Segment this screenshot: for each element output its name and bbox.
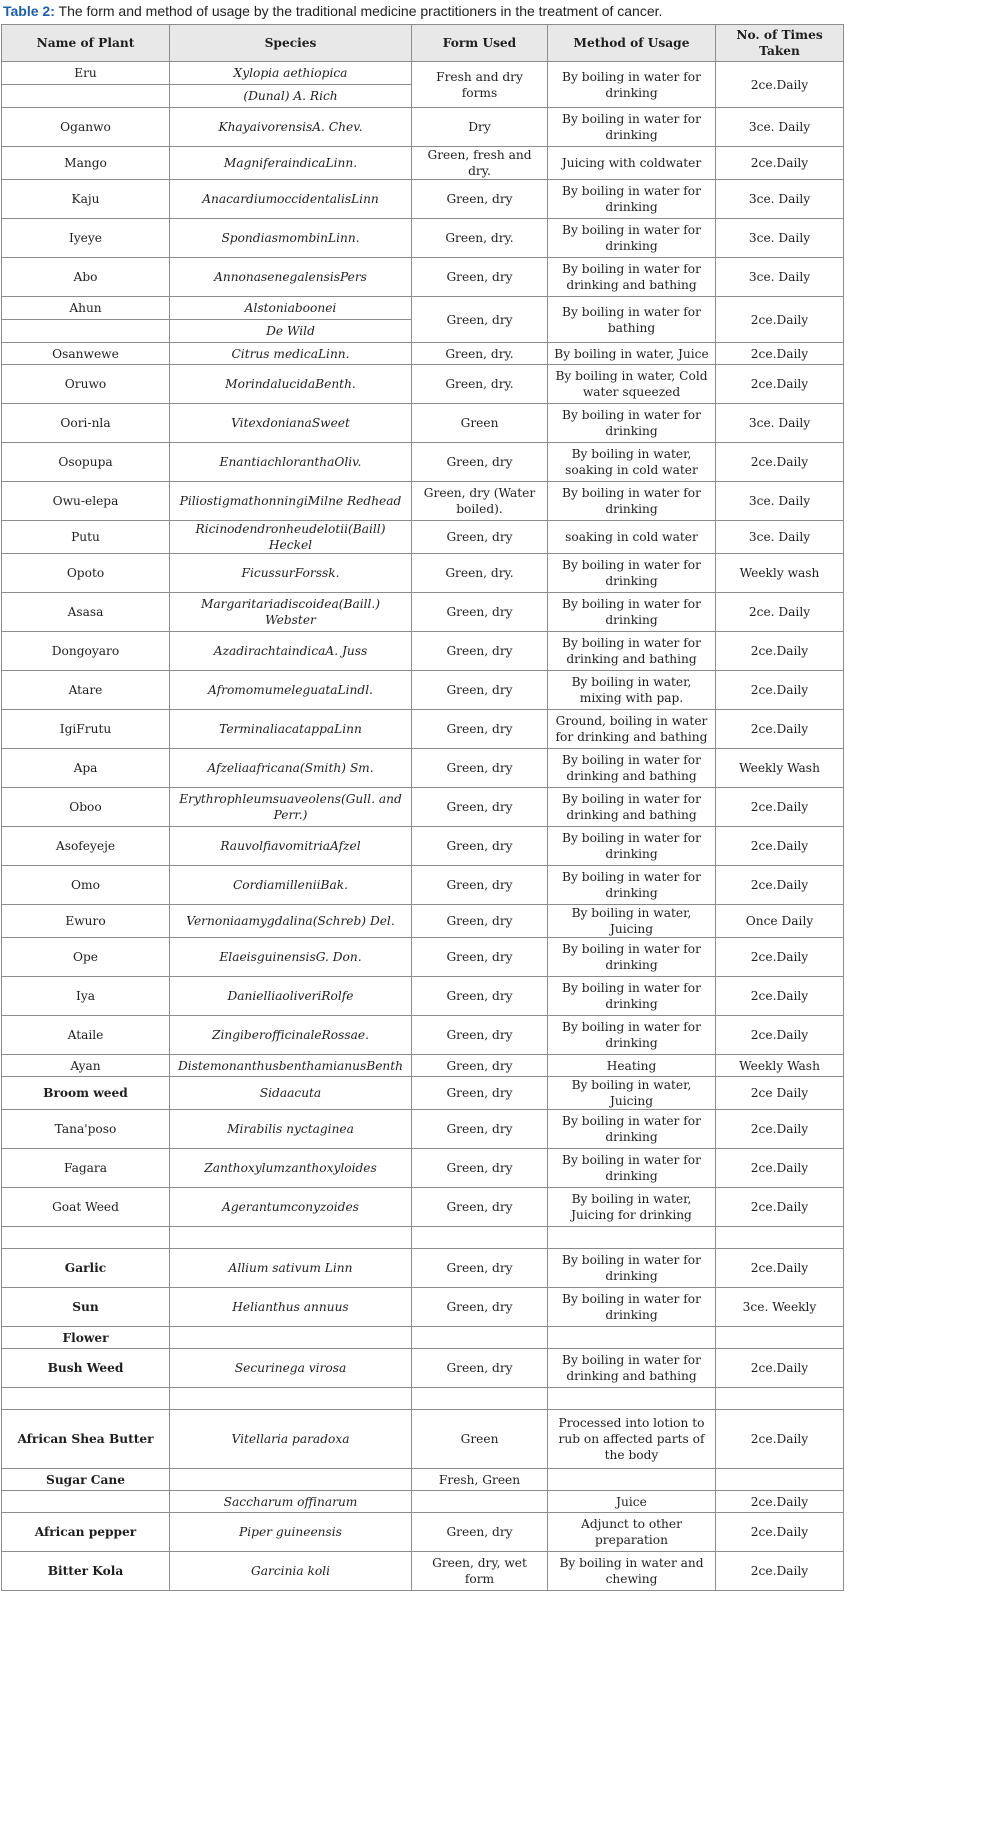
cell-times: 2ce.Daily — [716, 632, 844, 671]
cell-times: 3ce. Daily — [716, 521, 844, 554]
cell-times: 2ce.Daily — [716, 147, 844, 180]
cell-method: By boiling in water for drinking — [548, 404, 716, 443]
cell-form: Green, dry — [412, 1188, 548, 1227]
cell-species: KhayaivorensisA. Chev. — [170, 108, 412, 147]
cell-form: Green, dry — [412, 258, 548, 297]
table-row — [2, 1410, 844, 1469]
cell-form: Green, dry — [412, 866, 548, 905]
cell-plant: Opoto — [2, 554, 170, 593]
cell-plant: Abo — [2, 258, 170, 297]
cell-times: 2ce.Daily — [716, 671, 844, 710]
cell-plant: Ewuro — [2, 905, 170, 938]
cell-method: Ground, boiling in water for drinking and bathing — [548, 710, 716, 749]
cell-times: 2ce.Daily — [716, 1410, 844, 1469]
table-row — [2, 710, 844, 749]
cell-plant — [2, 320, 170, 343]
cell-species: DanielliaoliveriRolfe — [170, 977, 412, 1016]
cell-species: AzadirachtaindicaA. Juss — [170, 632, 412, 671]
cell-method: Juice — [548, 1491, 716, 1513]
cell-species: AnacardiumoccidentalisLinn — [170, 180, 412, 219]
cell-plant: Oruwo — [2, 365, 170, 404]
cell-times: 2ce.Daily — [716, 1016, 844, 1055]
cell-form: Green, dry — [412, 632, 548, 671]
cell-species: ZingiberofficinaleRossae. — [170, 1016, 412, 1055]
cell-plant: Tana'poso — [2, 1110, 170, 1149]
cell-species: Xylopia aethiopica — [170, 62, 412, 85]
cell-plant: Kaju — [2, 180, 170, 219]
cell-method: By boiling in water for bathing — [548, 297, 716, 343]
cell-times: 2ce.Daily — [716, 938, 844, 977]
cell-species: Afzeliaafricana(Smith) Sm. — [170, 749, 412, 788]
cell-form: Green, dry — [412, 1249, 548, 1288]
cell-method: By boiling in water, Juicing — [548, 1077, 716, 1110]
cell-species: Sidaacuta — [170, 1077, 412, 1110]
cell-method: By boiling in water for drinking — [548, 1110, 716, 1149]
cell-plant: Apa — [2, 749, 170, 788]
cell-times: 2ce.Daily — [716, 866, 844, 905]
cell-times: 2ce. Daily — [716, 593, 844, 632]
cell-times — [716, 1327, 844, 1349]
cell-plant: Bitter Kola — [2, 1552, 170, 1591]
cell-form: Green, dry — [412, 938, 548, 977]
cell-times: Weekly Wash — [716, 749, 844, 788]
cell-plant: African Shea Butter — [2, 1410, 170, 1469]
cell-times: 2ce.Daily — [716, 788, 844, 827]
cell-method: By boiling in water, mixing with pap. — [548, 671, 716, 710]
cell-species: PiliostigmathonningiMilne Redhead — [170, 482, 412, 521]
cell-species — [170, 1469, 412, 1491]
cell-method: By boiling in water, Cold water squeezed — [548, 365, 716, 404]
cell-method: By boiling in water for drinking — [548, 827, 716, 866]
table-row — [2, 671, 844, 710]
cell-form: Green, dry — [412, 749, 548, 788]
table-row — [2, 219, 844, 258]
cell-times: 3ce. Daily — [716, 180, 844, 219]
cell-plant — [2, 1388, 170, 1410]
cell-plant: Mango — [2, 147, 170, 180]
table-row — [2, 258, 844, 297]
table-row — [2, 827, 844, 866]
cell-times: 2ce.Daily — [716, 343, 844, 365]
cell-species: FicussurForssk. — [170, 554, 412, 593]
table-row — [2, 404, 844, 443]
cell-species: (Dunal) A. Rich — [170, 85, 412, 108]
cell-times: Weekly Wash — [716, 1055, 844, 1077]
table-row — [2, 1469, 844, 1491]
cell-form: Green, dry — [412, 710, 548, 749]
table-row — [2, 1349, 844, 1388]
cell-times: 3ce. Daily — [716, 258, 844, 297]
cell-method: By boiling in water for drinking — [548, 482, 716, 521]
cell-form — [412, 1388, 548, 1410]
cell-species: Alstoniaboonei — [170, 297, 412, 320]
cell-times: Once Daily — [716, 905, 844, 938]
cell-species: MagniferaindicaLinn. — [170, 147, 412, 180]
cell-times: 2ce.Daily — [716, 710, 844, 749]
cell-form: Green, dry. — [412, 365, 548, 404]
table-row — [2, 1513, 844, 1552]
table-row — [2, 108, 844, 147]
cell-plant: Garlic — [2, 1249, 170, 1288]
cell-plant: Broom weed — [2, 1077, 170, 1110]
cell-plant: Flower — [2, 1327, 170, 1349]
cell-plant: Ataile — [2, 1016, 170, 1055]
cell-form: Green, dry — [412, 1077, 548, 1110]
cell-method: By boiling in water for drinking — [548, 219, 716, 258]
cell-times: 2ce.Daily — [716, 1249, 844, 1288]
cell-plant: Iyeye — [2, 219, 170, 258]
cell-plant: Oganwo — [2, 108, 170, 147]
cell-form: Green, dry — [412, 443, 548, 482]
cell-plant: Owu-elepa — [2, 482, 170, 521]
cell-method: Heating — [548, 1055, 716, 1077]
table-row — [2, 1249, 844, 1288]
cell-method: By boiling in water for drinking — [548, 108, 716, 147]
cell-plant: Bush Weed — [2, 1349, 170, 1388]
cell-times — [716, 1388, 844, 1410]
table-row — [2, 1077, 844, 1110]
cell-species: CordiamilleniiBak. — [170, 866, 412, 905]
cell-species: Allium sativum Linn — [170, 1249, 412, 1288]
cell-method: By boiling in water for drinking and bathing — [548, 788, 716, 827]
cell-species: DistemonanthusbenthamianusBenth — [170, 1055, 412, 1077]
cell-times: 2ce.Daily — [716, 1188, 844, 1227]
cell-method: By boiling in water for drinking — [548, 1288, 716, 1327]
cell-plant: Omo — [2, 866, 170, 905]
cell-plant: IgiFrutu — [2, 710, 170, 749]
cell-plant: Osanwewe — [2, 343, 170, 365]
header-name-of-plant: Name of Plant — [2, 25, 170, 62]
cell-species: Vitellaria paradoxa — [170, 1410, 412, 1469]
cell-form — [412, 1327, 548, 1349]
cell-times — [716, 1469, 844, 1491]
table-row — [2, 521, 844, 554]
cell-form — [412, 1491, 548, 1513]
cell-species — [170, 1327, 412, 1349]
cell-plant — [2, 85, 170, 108]
cell-plant: Atare — [2, 671, 170, 710]
cell-plant: Fagara — [2, 1149, 170, 1188]
cell-species: Helianthus annuus — [170, 1288, 412, 1327]
cell-form: Green, dry — [412, 1349, 548, 1388]
cell-times: 2ce.Daily — [716, 443, 844, 482]
cell-form: Green, dry — [412, 1110, 548, 1149]
cell-method — [548, 1388, 716, 1410]
cell-method: By boiling in water for drinking and bathing — [548, 258, 716, 297]
cell-species: Mirabilis nyctaginea — [170, 1110, 412, 1149]
header-species: Species — [170, 25, 412, 62]
table-row — [2, 482, 844, 521]
cell-species: Vernoniaamygdalina(Schreb) Del. — [170, 905, 412, 938]
cell-form: Green, dry — [412, 1288, 548, 1327]
cell-plant: Oboo — [2, 788, 170, 827]
table-row — [2, 905, 844, 938]
cell-method: By boiling in water for drinking and bathing — [548, 1349, 716, 1388]
cell-method: By boiling in water for drinking and bathing — [548, 632, 716, 671]
cell-method: By boiling in water for drinking — [548, 593, 716, 632]
cell-plant: Ayan — [2, 1055, 170, 1077]
cell-form: Green — [412, 404, 548, 443]
cell-plant: Osopupa — [2, 443, 170, 482]
cell-species: Zanthoxylumzanthoxyloides — [170, 1149, 412, 1188]
cell-method: By boiling in water for drinking — [548, 554, 716, 593]
table-caption-label: Table 2: — [3, 3, 55, 19]
table-row — [2, 554, 844, 593]
cell-plant: Ahun — [2, 297, 170, 320]
cell-plant: Oori-nla — [2, 404, 170, 443]
cell-form: Green — [412, 1410, 548, 1469]
cell-plant: Putu — [2, 521, 170, 554]
cell-species: Ricinodendronheudelotii(Baill) Heckel — [170, 521, 412, 554]
cell-form: Green, dry — [412, 521, 548, 554]
cell-method — [548, 1227, 716, 1249]
cell-species — [170, 1388, 412, 1410]
cell-form: Green, dry — [412, 977, 548, 1016]
header-form-used: Form Used — [412, 25, 548, 62]
cell-species: Erythrophleumsuaveolens(Gull. and Perr.) — [170, 788, 412, 827]
cell-form: Green, dry. — [412, 343, 548, 365]
cell-method — [548, 1327, 716, 1349]
cell-plant — [2, 1491, 170, 1513]
cell-species: RauvolfiavomitriaAfzel — [170, 827, 412, 866]
table-row — [2, 1552, 844, 1591]
cell-plant: Eru — [2, 62, 170, 85]
cell-plant: Asofeyeje — [2, 827, 170, 866]
cell-species: Agerantumconyzoides — [170, 1188, 412, 1227]
cell-form: Green, dry. — [412, 554, 548, 593]
cell-species — [170, 1227, 412, 1249]
cell-times: 3ce. Daily — [716, 404, 844, 443]
table-row — [2, 1227, 844, 1249]
table-row — [2, 749, 844, 788]
table-body — [2, 62, 844, 1591]
table-row — [2, 62, 844, 85]
cell-form: Green, dry — [412, 1055, 548, 1077]
table-row — [2, 147, 844, 180]
cell-plant: Sun — [2, 1288, 170, 1327]
cell-times: 2ce.Daily — [716, 1491, 844, 1513]
cell-method: By boiling in water, soaking in cold water — [548, 443, 716, 482]
cell-form: Green, dry — [412, 1016, 548, 1055]
cell-method: By boiling in water for drinking — [548, 1016, 716, 1055]
cell-times: 3ce. Daily — [716, 482, 844, 521]
cell-times: 2ce.Daily — [716, 62, 844, 108]
cell-form: Green, dry — [412, 1513, 548, 1552]
cell-method: By boiling in water, Juicing — [548, 905, 716, 938]
table-caption-text: The form and method of usage by the traditional medicine practitioners in the treatment of cancer. — [54, 3, 663, 19]
table-row — [2, 1055, 844, 1077]
cell-species: AfromomumeleguataLindl. — [170, 671, 412, 710]
cell-plant: Iya — [2, 977, 170, 1016]
cell-species: Garcinia koli — [170, 1552, 412, 1591]
cell-method: By boiling in water for drinking — [548, 180, 716, 219]
cell-times: 2ce.Daily — [716, 1110, 844, 1149]
cell-times: 2ce.Daily — [716, 1513, 844, 1552]
cell-plant: Goat Weed — [2, 1188, 170, 1227]
table-row — [2, 1491, 844, 1513]
cell-species: AnnonasenegalensisPers — [170, 258, 412, 297]
table-row — [2, 1327, 844, 1349]
cell-method: By boiling in water for drinking — [548, 866, 716, 905]
cell-species: Saccharum offinarum — [170, 1491, 412, 1513]
cell-method: By boiling in water for drinking — [548, 1249, 716, 1288]
cell-times: 2ce Daily — [716, 1077, 844, 1110]
header-times-taken: No. of Times Taken — [716, 25, 844, 62]
cell-method: Processed into lotion to rub on affected parts of the body — [548, 1410, 716, 1469]
table-row — [2, 938, 844, 977]
cell-form — [412, 1227, 548, 1249]
cell-species: Securinega virosa — [170, 1349, 412, 1388]
cell-form: Fresh, Green — [412, 1469, 548, 1491]
table-row — [2, 866, 844, 905]
cell-times — [716, 1227, 844, 1249]
cell-method: By boiling in water for drinking — [548, 938, 716, 977]
plants-table — [1, 24, 844, 1591]
cell-times: 2ce.Daily — [716, 827, 844, 866]
cell-form: Green, dry — [412, 297, 548, 343]
cell-species: De Wild — [170, 320, 412, 343]
table-row — [2, 343, 844, 365]
cell-method: By boiling in water, Juice — [548, 343, 716, 365]
cell-form: Green, dry — [412, 1149, 548, 1188]
table-row — [2, 632, 844, 671]
cell-method: Juicing with coldwater — [548, 147, 716, 180]
cell-plant: Sugar Cane — [2, 1469, 170, 1491]
header-method-of-usage: Method of Usage — [548, 25, 716, 62]
cell-plant: Asasa — [2, 593, 170, 632]
cell-species: ElaeisguinensisG. Don. — [170, 938, 412, 977]
table-row — [2, 1016, 844, 1055]
cell-species: Margaritariadiscoidea(Baill.) Webster — [170, 593, 412, 632]
cell-times: Weekly wash — [716, 554, 844, 593]
table-row — [2, 1188, 844, 1227]
table-row — [2, 1388, 844, 1410]
table-row — [2, 788, 844, 827]
table-row — [2, 1288, 844, 1327]
cell-form: Green, dry, wet form — [412, 1552, 548, 1591]
cell-species: EnantiachloranthaOliv. — [170, 443, 412, 482]
cell-form: Green, dry — [412, 827, 548, 866]
cell-method: By boiling in water, Juicing for drinking — [548, 1188, 716, 1227]
cell-times: 2ce.Daily — [716, 297, 844, 343]
cell-method: Adjunct to other preparation — [548, 1513, 716, 1552]
table-row — [2, 593, 844, 632]
cell-times: 2ce.Daily — [716, 1349, 844, 1388]
cell-times: 3ce. Daily — [716, 219, 844, 258]
cell-method: By boiling in water for drinking and bathing — [548, 749, 716, 788]
cell-species: Citrus medicaLinn. — [170, 343, 412, 365]
cell-times: 2ce.Daily — [716, 1149, 844, 1188]
table-row — [2, 297, 844, 320]
cell-form: Green, dry — [412, 671, 548, 710]
table-row — [2, 1149, 844, 1188]
cell-form: Green, fresh and dry. — [412, 147, 548, 180]
cell-plant: African pepper — [2, 1513, 170, 1552]
cell-species: VitexdonianaSweet — [170, 404, 412, 443]
cell-times: 2ce.Daily — [716, 1552, 844, 1591]
cell-times: 3ce. Daily — [716, 108, 844, 147]
cell-form: Dry — [412, 108, 548, 147]
cell-plant: Ope — [2, 938, 170, 977]
table-row — [2, 180, 844, 219]
cell-method: By boiling in water for drinking — [548, 1149, 716, 1188]
cell-species: Piper guineensis — [170, 1513, 412, 1552]
table-row — [2, 443, 844, 482]
cell-plant: Dongoyaro — [2, 632, 170, 671]
cell-species: TerminaliacatappaLinn — [170, 710, 412, 749]
table-row — [2, 977, 844, 1016]
cell-times: 3ce. Weekly — [716, 1288, 844, 1327]
cell-species: MorindalucidaBenth. — [170, 365, 412, 404]
cell-method: By boiling in water for drinking — [548, 62, 716, 108]
cell-form: Green, dry — [412, 180, 548, 219]
cell-form: Green, dry — [412, 905, 548, 938]
cell-method: By boiling in water and chewing — [548, 1552, 716, 1591]
cell-form: Green, dry. — [412, 219, 548, 258]
cell-form: Green, dry (Water boiled). — [412, 482, 548, 521]
cell-times: 2ce.Daily — [716, 977, 844, 1016]
cell-method: soaking in cold water — [548, 521, 716, 554]
table-header-row — [2, 25, 844, 62]
cell-method: By boiling in water for drinking — [548, 977, 716, 1016]
table-row — [2, 1110, 844, 1149]
cell-plant — [2, 1227, 170, 1249]
cell-form: Green, dry — [412, 788, 548, 827]
table-caption — [3, 3, 662, 19]
cell-times: 2ce.Daily — [716, 365, 844, 404]
cell-method — [548, 1469, 716, 1491]
table-row — [2, 365, 844, 404]
cell-form: Fresh and dry forms — [412, 62, 548, 108]
cell-form: Green, dry — [412, 593, 548, 632]
cell-species: SpondiasmombinLinn. — [170, 219, 412, 258]
